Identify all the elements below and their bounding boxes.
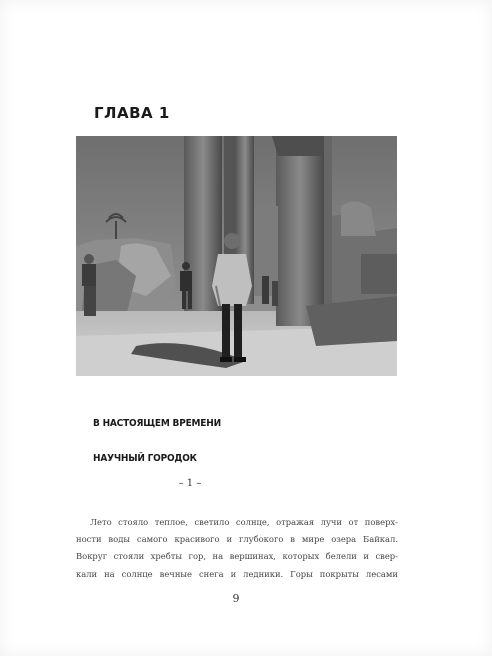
body-line: Лето стояло теплое, светило солнце, отражая лучи от поверх- — [90, 517, 398, 527]
body-line: ности воды самого красивого и глубокого в мире озера Байкал. — [76, 534, 398, 545]
section-number: – 1 – — [178, 478, 202, 489]
chapter-title: ГЛАВА 1 — [94, 104, 170, 122]
section-heading-present-time: В НАСТОЯЩЕМ ВРЕМЕНИ — [93, 418, 221, 429]
page-number: 9 — [232, 592, 240, 605]
chapter-photo — [76, 136, 397, 376]
body-text — [76, 514, 398, 583]
body-line: кали на солнце вечные снега и ледники. Горы покрыты лесами — [76, 568, 398, 579]
body-line: Вокруг стояли хребты гор, на вершинах, которых белели и свер- — [76, 551, 398, 562]
section-heading-science-town: НАУЧНЫЙ ГОРОДОК — [93, 453, 197, 464]
